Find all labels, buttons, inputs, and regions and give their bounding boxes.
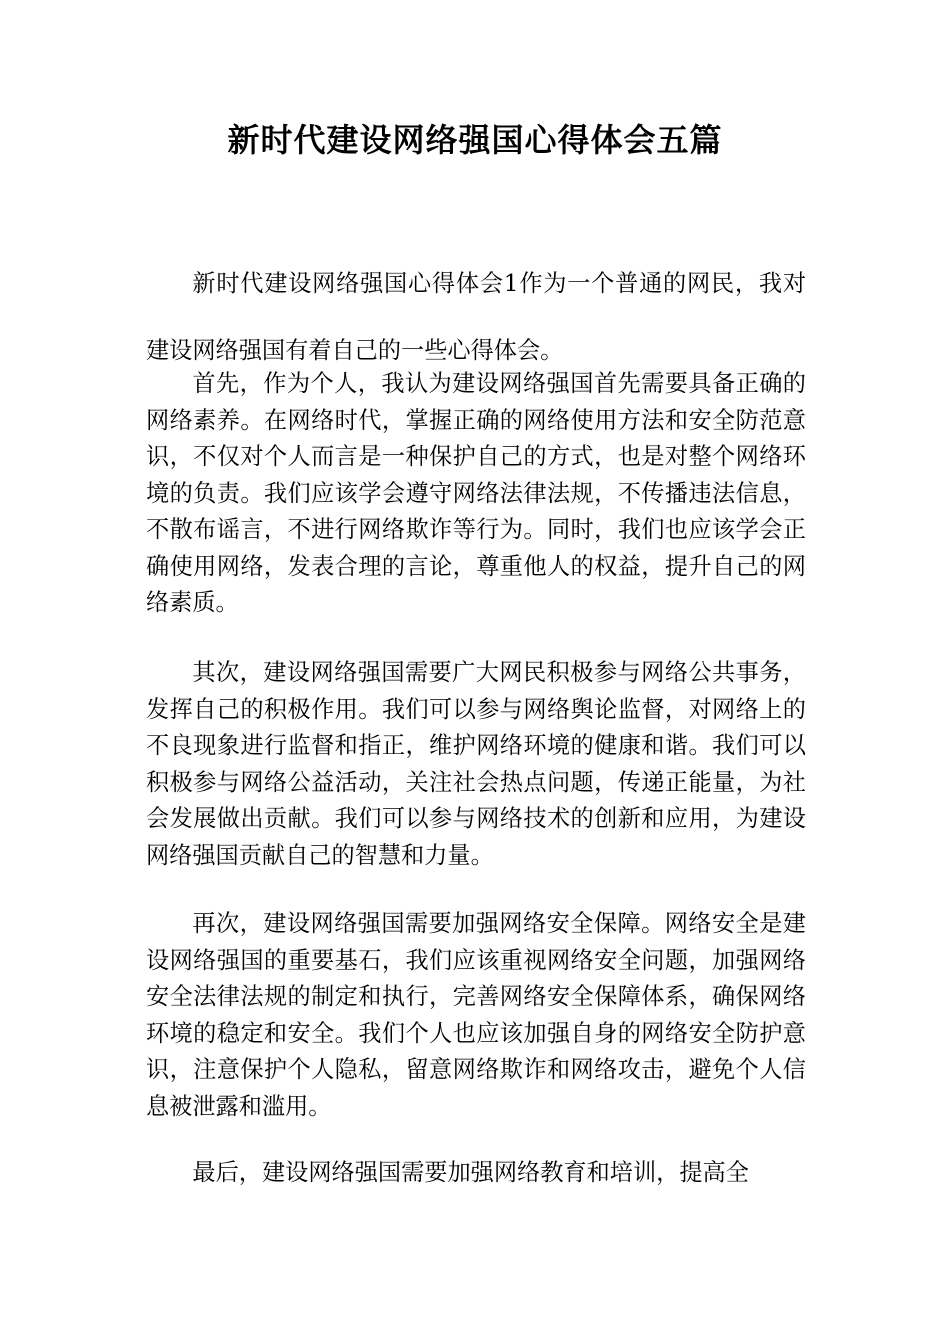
paragraph-3: 其次，建设网络强国需要广大网民积极参与网络公共事务，发挥自己的积极作用。我们可以参与网络舆论监督，对网络上的不良现象进行监督和指正，维护网络环境的健康和谐。我们可以积极参与网络公益活动，关注社会热点问题，传递正能量，为社会发展做出贡献。我们可以参与网络技术的创新和应用，为建设网络强国贡献自己的智慧和力量。: [146, 659, 806, 869]
paragraph-2-container: [146, 366, 806, 622]
paragraph-5-container: [146, 1155, 806, 1192]
paragraph-5: 最后，建设网络强国需要加强网络教育和培训，提高全: [192, 1159, 749, 1186]
document-title: 新时代建设网络强国心得体会五篇: [227, 121, 723, 159]
paragraph-2: 首先，作为个人，我认为建设网络强国首先需要具备正确的网络素养。在网络时代，掌握正确的网络使用方法和安全防范意识，不仅对个人而言是一种保护自己的方式，也是对整个网络环境的负责。我们应该学会遵守网络法律法规，不传播违法信息，不散布谣言，不进行网络欺诈等行为。同时，我们也应该学会正确使用网络，发表合理的言论，尊重他人的权益，提升自己的网络素质。: [146, 370, 806, 616]
paragraph-4: 再次，建设网络强国需要加强网络安全保障。网络安全是建设网络强国的重要基石，我们应该重视网络安全问题，加强网络安全法律法规的制定和执行，完善网络安全保障体系，确保网络环境的稳定和安全。我们个人也应该加强自身的网络安全防护意识，注意保护个人隐私，留意网络欺诈和网络攻击，避免个人信息被泄露和滥用。: [146, 910, 806, 1120]
paragraph-1-container: [146, 250, 806, 384]
paragraph-3-container: [146, 655, 806, 874]
paragraph-1: 新时代建设网络强国心得体会1作为一个普通的网民，我对建设网络强国有着自己的一些心得体会。: [146, 270, 806, 364]
paragraph-4-container: [146, 906, 806, 1125]
